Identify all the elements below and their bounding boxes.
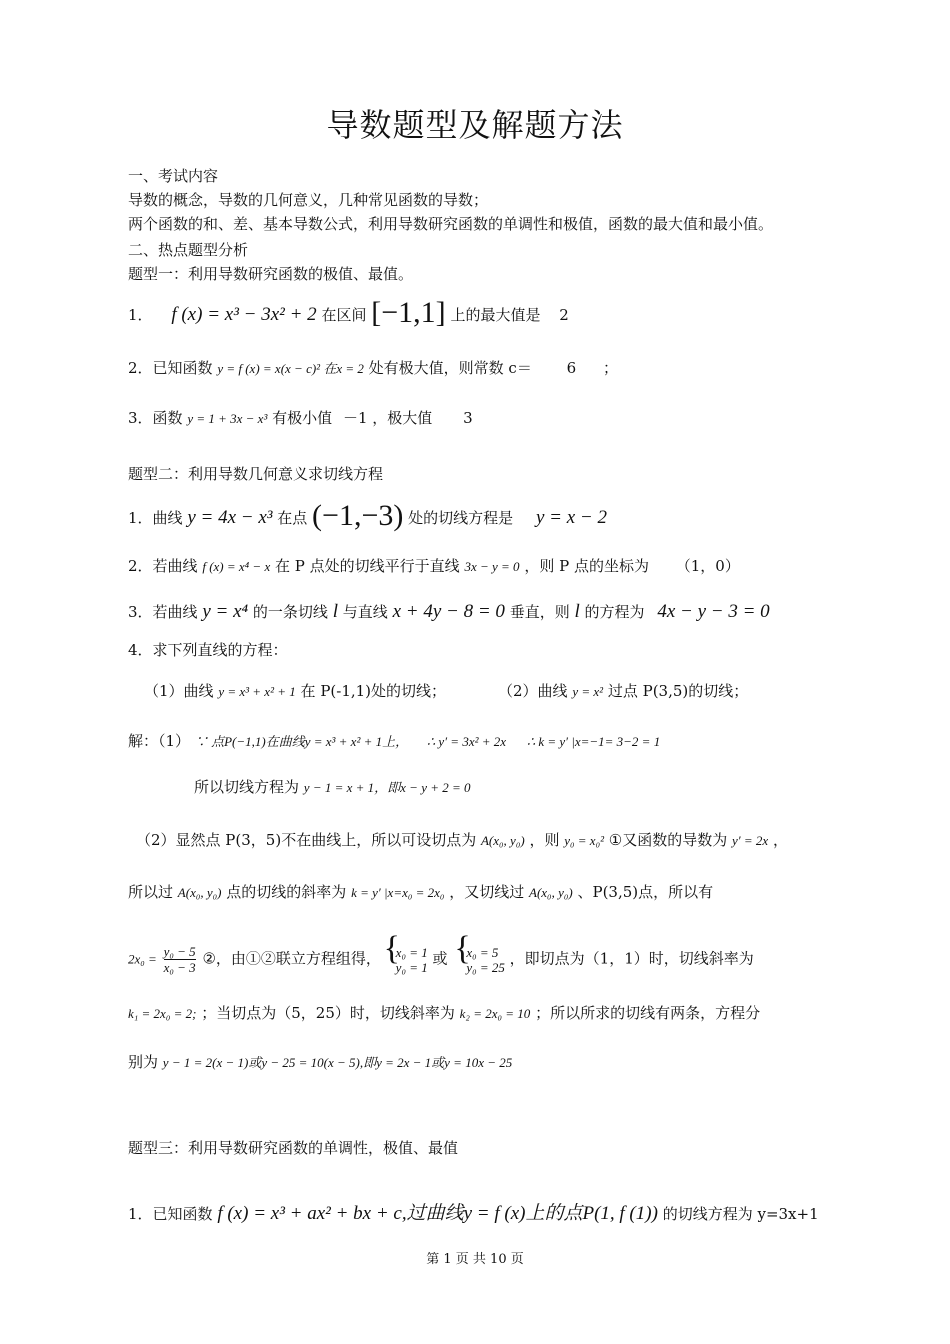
- equation: y₀ = 1: [395, 959, 428, 975]
- denominator: x₀ − 3: [163, 960, 196, 975]
- type2-question-4b: [498, 681, 748, 702]
- text: ②，由①②联立方程组得，: [202, 949, 381, 968]
- text: 或: [432, 949, 448, 968]
- point: (−1,−3): [312, 499, 404, 532]
- formula: y = x⁴: [202, 601, 249, 622]
- text: 处有极大值，则常数 c＝: [368, 359, 532, 377]
- answer: 4x − y − 3 = 0: [657, 601, 770, 622]
- text: 的切线方程为 y=3x+1: [662, 1205, 819, 1223]
- formula: ∵ 点P(−1,1)在曲线y = x³ + x² + 1上，: [194, 734, 409, 749]
- formula: A(x₀, y₀): [480, 833, 525, 848]
- question-number: 3．若曲线: [128, 603, 198, 621]
- formula: k = y′ |x=x₀ = 2x₀: [351, 885, 445, 900]
- formula: y = f (x) = x(x − c)² 在x = 2: [217, 361, 364, 376]
- text: 的一条切线: [252, 603, 328, 621]
- page-title: 导数题型及解题方法: [326, 106, 624, 144]
- text: 在 P 点处的切线平行于直线: [275, 557, 460, 575]
- text: 有极小值: [272, 409, 333, 427]
- formula: y = x³ + x² + 1: [218, 684, 296, 699]
- text: ，即切点为（1，1）时，切线斜率为: [509, 949, 754, 968]
- formula: l: [574, 601, 580, 622]
- type3-question-1: [128, 1204, 819, 1224]
- answer: 2: [559, 306, 569, 324]
- formula: y − 1 = x + 1，即x − y + 2 = 0: [303, 780, 471, 795]
- equation-system-1: [386, 945, 428, 975]
- text: ，则 P 点的坐标为: [524, 557, 649, 575]
- type1-question-3: [128, 408, 473, 429]
- text: 所以过: [128, 883, 174, 901]
- formula: ∴ y′ = 3x² + 2x: [426, 734, 507, 749]
- type1-question-2: [128, 358, 618, 379]
- text: 所以切线方程为: [194, 778, 300, 796]
- solution-2-line-1: [136, 830, 788, 851]
- equation: { x₀ = 5: [466, 944, 499, 960]
- interval: [−1,1]: [371, 296, 446, 329]
- fraction: [164, 944, 196, 975]
- question-number: 1．曲线: [128, 509, 183, 527]
- formula: y₀ = x₀²: [564, 833, 604, 848]
- solution-2-line-2: [128, 882, 713, 903]
- question-number: 2．已知函数: [128, 359, 213, 377]
- label: 解：（1）: [128, 732, 191, 750]
- solution-1: [128, 731, 660, 752]
- solution-2-line-3: [128, 944, 754, 975]
- exam-content-line-2: 两个函数的和、差、基本导数公式，利用导数研究函数的单调性和极值，函数的最大值和最小值。: [128, 215, 774, 233]
- question-number: 2．若曲线: [128, 557, 198, 575]
- formula: k₂ = 2x₀ = 10: [459, 1006, 531, 1021]
- formula: y = 1 + 3x − x³: [187, 411, 268, 426]
- solution-2-line-5: [128, 1052, 512, 1073]
- question-number: 1．已知函数: [128, 1205, 213, 1223]
- label: （1）曲线: [144, 682, 214, 700]
- text: 在区间: [321, 306, 367, 324]
- equation: y₀ = 25: [466, 959, 505, 975]
- text: 上的最大值是: [450, 306, 541, 324]
- question-number: 1．: [128, 306, 153, 324]
- page-footer: 第 1 页 共 10 页: [426, 1252, 524, 1267]
- formula: x + 4y − 8 = 0: [392, 601, 505, 622]
- text: ①又函数的导数为: [608, 831, 728, 849]
- type2-question-3: [128, 602, 770, 622]
- text: 的方程为: [584, 603, 645, 621]
- section-heading-hot-topics: 二、热点题型分析: [128, 241, 249, 259]
- type2-question-4a: [144, 681, 446, 702]
- numerator: y₀ − 5: [163, 944, 196, 959]
- text: 处的切线方程是: [408, 509, 514, 527]
- section-heading-exam-content: 一、考试内容: [128, 167, 219, 185]
- answer: y = x − 2: [535, 507, 607, 528]
- label: （2）曲线: [498, 682, 568, 700]
- text: 与直线: [342, 603, 388, 621]
- solution-2-line-4: [128, 1003, 760, 1024]
- formula: f (x) = x³ − 3x² + 2: [171, 304, 317, 325]
- formula: y′ = 2x: [732, 833, 769, 848]
- formula: y = x²: [572, 684, 604, 699]
- formula: f (x) = x³ + ax² + bx + c,过曲线y = f (x)上的点P(1, f (1)): [217, 1203, 658, 1224]
- solution-1-line-2: [194, 777, 471, 798]
- formula: ∴ k = y′ |x=−1= 3−2 = 1: [526, 734, 661, 749]
- text: ，极大值: [372, 409, 433, 427]
- text: 在 P(-1,1)处的切线；: [300, 682, 447, 700]
- question-number: 3．函数: [128, 409, 183, 427]
- formula: y = 4x − x³: [187, 507, 273, 528]
- formula: 3x − y = 0: [464, 559, 520, 574]
- text: ，则: [529, 831, 560, 849]
- answer: 6: [566, 359, 577, 377]
- punct: ；: [602, 359, 618, 377]
- answer-min: －1: [342, 409, 368, 427]
- text: 别为: [128, 1053, 159, 1071]
- exam-content-line-1: 导数的概念，导数的几何意义，几种常见函数的导数；: [128, 191, 489, 209]
- formula: l: [332, 601, 338, 622]
- formula: k₁ = 2x₀ = 2;: [128, 1006, 197, 1021]
- formula: A(x₀, y₀): [529, 885, 573, 900]
- type2-question-4: 4．求下列直线的方程：: [128, 641, 288, 659]
- answer-max: 3: [463, 409, 473, 427]
- type1-heading: 题型一：利用导数研究函数的极值、最值。: [128, 265, 414, 283]
- text: 在点: [277, 509, 308, 527]
- text: 过点 P(3,5)的切线；: [607, 682, 749, 700]
- equation-system-2: [456, 945, 505, 975]
- type2-question-2: [128, 556, 740, 577]
- type2-question-1: [128, 499, 607, 532]
- equation: { x₀ = 1: [395, 944, 428, 960]
- text: （2）显然点 P(3，5)不在曲线上，所以可设切点为: [136, 831, 477, 849]
- text: ，: [772, 831, 788, 849]
- formula: 2x₀ =: [128, 951, 157, 967]
- text: ；所以所求的切线有两条，方程分: [535, 1004, 761, 1022]
- type1-question-1: [128, 296, 569, 329]
- type2-heading: 题型二：利用导数几何意义求切线方程: [128, 465, 384, 483]
- formula: f (x) = x⁴ − x: [202, 559, 271, 574]
- formula: y − 1 = 2(x − 1)或y − 25 = 10(x − 5),即y = 2x − 1或y = 10x − 25: [162, 1055, 513, 1070]
- text: 、P(3,5)点，所以有: [577, 883, 714, 901]
- type3-heading: 题型三：利用导数研究函数的单调性，极值、最值: [128, 1139, 459, 1157]
- text: 点的切线的斜率为: [226, 883, 347, 901]
- answer: （1，0）: [675, 557, 740, 575]
- text: 垂直，则: [509, 603, 570, 621]
- text: ，又切线过: [449, 883, 525, 901]
- formula: A(x₀, y₀): [177, 885, 222, 900]
- text: ；当切点为（5，25）时，切线斜率为: [201, 1004, 455, 1022]
